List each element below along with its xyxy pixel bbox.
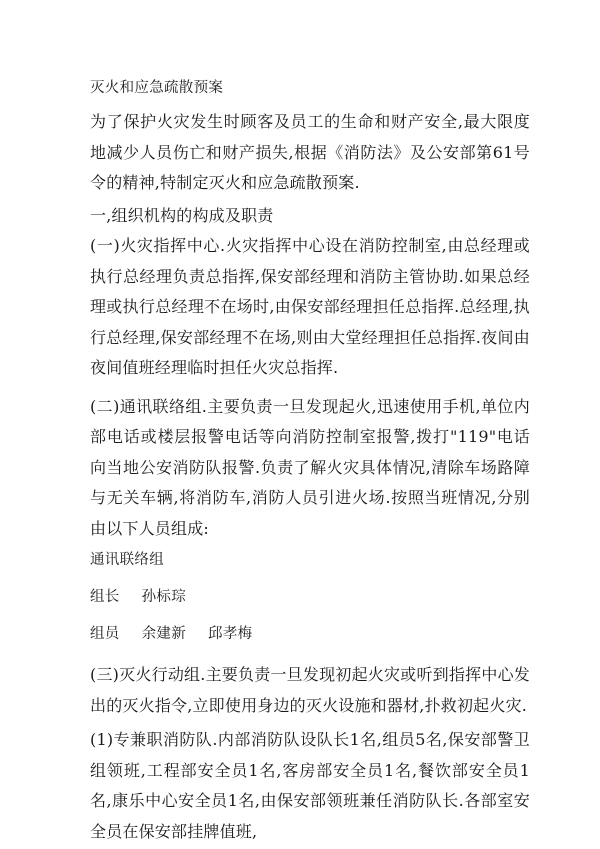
leader-name: 孙标琮 (141, 589, 187, 605)
intro-paragraph: 为了保护火灾发生时顾客及员工的生命和财产安全,最大限度地减少人员伤亡和财产损失,根据《消防法》及公安部第61号令的精神,特制定灭火和应急疏散预案. (90, 112, 530, 192)
group-name-label: 通讯联络组 (90, 552, 164, 568)
document-title: 灭火和应急疏散预案 (90, 80, 224, 96)
section-heading-organization: 一,组织机构的构成及职责 (90, 205, 274, 225)
member-name-1: 余建新 (141, 626, 187, 642)
member-row (90, 624, 530, 644)
paragraph-fire-brigade: (1)专兼职消防队.内部消防队设队长1名,组员5名,保安部警卫组领班,工程部安全员1名,客房部安全员1名,餐饮部安全员1名,康乐中心安全员1名,由保安部领班兼任消防队长.各部室安全员在保安部挂牌值班, (90, 730, 530, 841)
paragraph-communication-group: (二)通讯联络组.主要负责一旦发现起火,迅速使用手机,单位内部电话或楼层报警电话等向消防控制室报警,拨打"119"电话向当地公安消防队报警.负责了解火灾具体情况,清除车场路障与无关车辆,将消防车,消防人员引进火场.按照当班情况,分别由以下人员组成: (90, 396, 530, 538)
paragraph-fire-command-center: (一)火灾指挥中心.火灾指挥中心设在消防控制室,由总经理或执行总经理负责总指挥,保安部经理和消防主管协助.如果总经理或执行总经理不在场时,由保安部经理担任总指挥.总经理,执行总经理,保安部经理不在场,则由大堂经理担任总指挥.夜间由夜间值班经理临时担任火灾总指挥. (90, 236, 530, 377)
member-role: 组员 (90, 626, 120, 642)
leader-role: 组长 (90, 589, 120, 605)
member-name-2: 邱孝梅 (208, 626, 253, 642)
paragraph-firefighting-group: (三)灭火行动组.主要负责一旦发现初起火灾或听到指挥中心发出的灭火指令,立即使用身边的灭火设施和器材,扑救初起火灾. (90, 665, 530, 715)
leader-row (90, 587, 530, 607)
document-page (90, 78, 530, 847)
